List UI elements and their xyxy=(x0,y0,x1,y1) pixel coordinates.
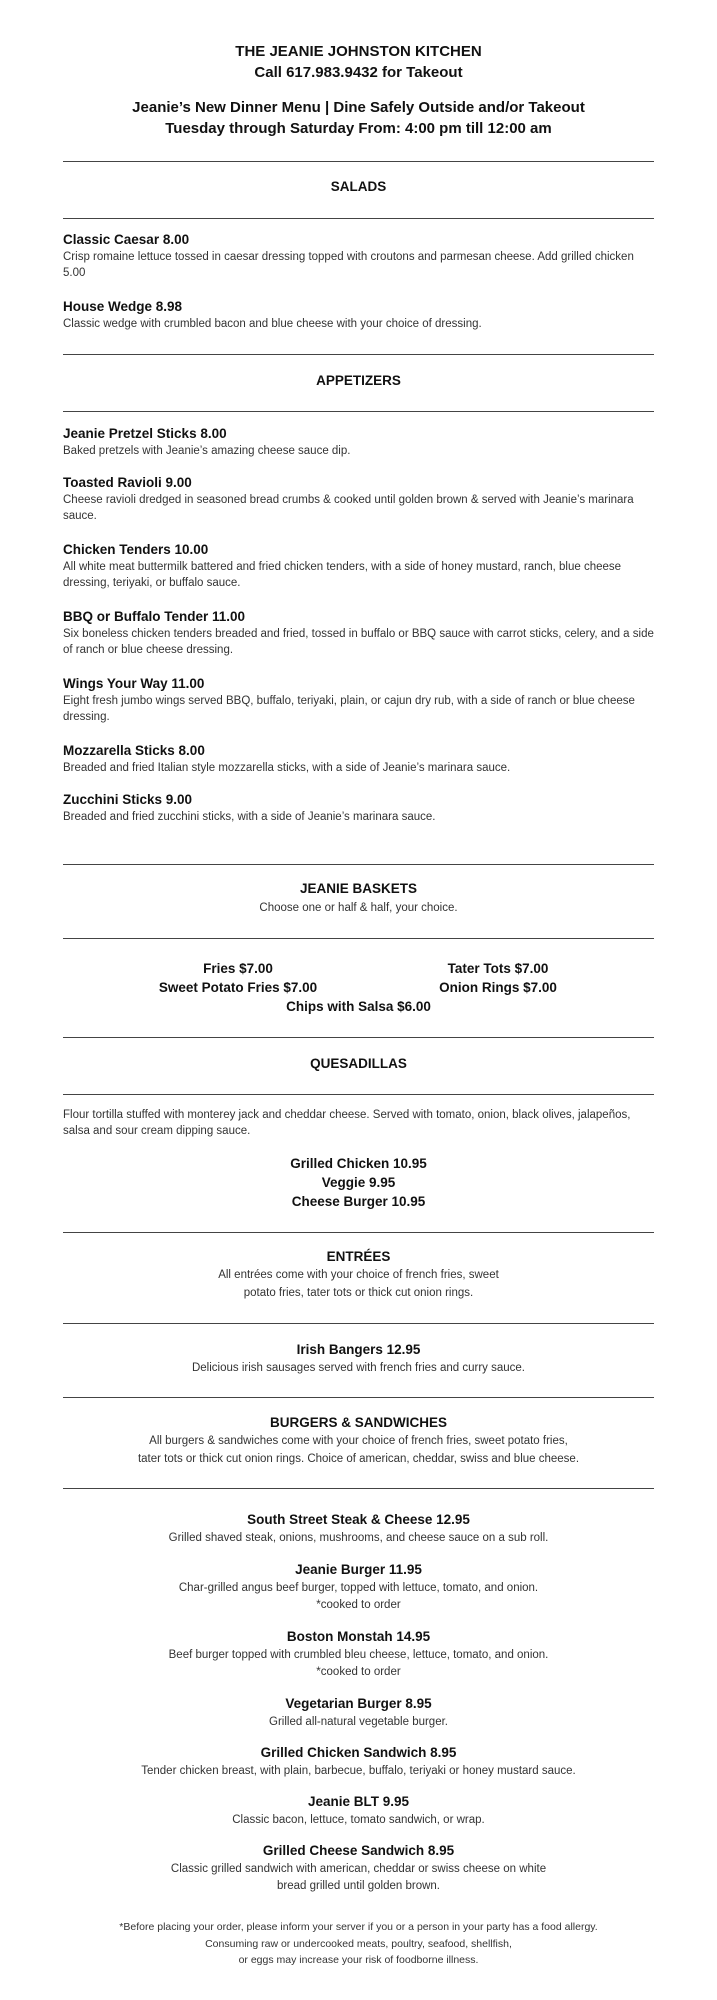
menu-item-desc: Six boneless chicken tenders breaded and fried, tossed in buffalo or BBQ sauce with carrot sticks, celery, and a side of ranch or blue cheese dressing. xyxy=(63,628,654,656)
section-note: All entrées come with your choice of french fries, sweet xyxy=(218,1269,499,1281)
menu-item-name: Boston Monstah 14.95 xyxy=(286,1629,431,1644)
quesadilla-option: Cheese Burger 10.95 xyxy=(291,1194,426,1209)
divider xyxy=(63,1037,654,1038)
basket-option: Sweet Potato Fries $7.00 xyxy=(158,980,318,995)
menu-item-desc: Crisp romaine lettuce tossed in caesar dressing topped with croutons and parmesan cheese. Add grilled chicken 5.00 xyxy=(63,251,634,279)
menu-item-desc: Eight fresh jumbo wings served BBQ, buffalo, teriyaki, plain, or cajun dry rub, with a side of ranch or blue cheese dressing. xyxy=(63,695,635,723)
basket-option: Tater Tots $7.00 xyxy=(447,961,549,976)
menu-item-note: *cooked to order xyxy=(316,1666,401,1678)
menu-item-desc: Classic wedge with crumbled bacon and blue cheese with your choice of dressing. xyxy=(63,318,482,330)
consumption-warning: Consuming raw or undercooked meats, poultry, seafood, shellfish, xyxy=(205,1938,512,1950)
menu-item-name: Classic Caesar 8.00 xyxy=(63,232,190,247)
menu-item-desc: Char-grilled angus beef burger, topped with lettuce, tomato, and onion. xyxy=(178,1582,539,1594)
divider xyxy=(63,864,654,865)
menu-item-name: Vegetarian Burger 8.95 xyxy=(285,1696,432,1711)
section-note: All burgers & sandwiches come with your choice of french fries, sweet potato fries, xyxy=(149,1435,568,1447)
menu-item-name: Zucchini Sticks 9.00 xyxy=(63,792,193,807)
menu-item-name: South Street Steak & Cheese 12.95 xyxy=(247,1512,470,1527)
menu-item-name: BBQ or Buffalo Tender 11.00 xyxy=(63,609,246,624)
menu-item-desc: Classic bacon, lettuce, tomato sandwich, or wrap. xyxy=(232,1814,485,1826)
menu-subtitle: Jeanie’s New Dinner Menu | Dine Safely Outside and/or Takeout xyxy=(132,99,585,116)
divider xyxy=(63,218,654,219)
menu-item-desc: Grilled shaved steak, onions, mushrooms, and cheese sauce on a sub roll. xyxy=(168,1532,549,1544)
menu-item-desc: Baked pretzels with Jeanie’s amazing cheese sauce dip. xyxy=(63,445,351,457)
divider xyxy=(63,1094,654,1095)
menu-item-name: Irish Bangers 12.95 xyxy=(296,1342,421,1357)
divider xyxy=(63,1397,654,1398)
section-note: potato fries, tater tots or thick cut onion rings. xyxy=(243,1287,474,1299)
divider xyxy=(63,1488,654,1489)
menu-item-desc: Tender chicken breast, with plain, barbecue, buffalo, teriyaki or honey mustard sauce. xyxy=(141,1765,576,1777)
divider xyxy=(63,411,654,412)
takeout-phone: Call 617.983.9432 for Takeout xyxy=(254,64,463,81)
divider xyxy=(63,938,654,939)
section-title-appetizers: APPETIZERS xyxy=(316,373,401,388)
menu-item-name: Grilled Chicken Sandwich 8.95 xyxy=(260,1745,457,1760)
menu-item-name: Grilled Cheese Sandwich 8.95 xyxy=(262,1843,455,1858)
divider xyxy=(63,161,654,162)
quesadilla-option: Grilled Chicken 10.95 xyxy=(290,1156,427,1171)
section-title-quesadillas: QUESADILLAS xyxy=(310,1056,407,1071)
basket-option: Onion Rings $7.00 xyxy=(439,980,557,995)
menu-item-name: Mozzarella Sticks 8.00 xyxy=(63,743,205,758)
menu-item-desc: Breaded and fried zucchini sticks, with a side of Jeanie’s marinara sauce. xyxy=(63,811,436,823)
menu-item-desc: Delicious irish sausages served with french fries and curry sauce. xyxy=(191,1362,525,1374)
menu-item-desc: All white meat buttermilk battered and fried chicken tenders, with a side of honey mustard, ranch, blue cheese dressing, teriyaki, or buffalo sauce. xyxy=(63,561,622,589)
divider xyxy=(63,354,654,355)
menu-item-name: Jeanie Pretzel Sticks 8.00 xyxy=(63,426,227,441)
menu-item-note: bread grilled until golden brown. xyxy=(276,1880,441,1892)
section-title-entrees: ENTRÉES xyxy=(326,1249,391,1264)
menu-item-desc: Beef burger topped with crumbled bleu cheese, lettuce, tomato, and onion. xyxy=(168,1649,549,1661)
restaurant-name: THE JEANIE JOHNSTON KITCHEN xyxy=(235,43,482,60)
menu-item-desc: Breaded and fried Italian style mozzarella sticks, with a side of Jeanie’s marinara sauce. xyxy=(63,762,511,774)
basket-option: Chips with Salsa $6.00 xyxy=(286,999,431,1014)
section-title-baskets: JEANIE BASKETS xyxy=(299,881,418,896)
hours: Tuesday through Saturday From: 4:00 pm till 12:00 am xyxy=(165,120,552,137)
consumption-warning: or eggs may increase your risk of foodborne illness. xyxy=(238,1954,479,1966)
menu-item-note: *cooked to order xyxy=(316,1599,401,1611)
menu-item-name: Jeanie BLT 9.95 xyxy=(307,1794,410,1809)
menu-item-desc: Classic grilled sandwich with american, cheddar or swiss cheese on white xyxy=(170,1863,547,1875)
basket-option: Fries $7.00 xyxy=(203,961,273,976)
menu-item-name: Chicken Tenders 10.00 xyxy=(63,542,209,557)
section-title-salads: SALADS xyxy=(330,179,387,194)
section-title-burgers: BURGERS & SANDWICHES xyxy=(269,1415,447,1430)
allergy-notice: *Before placing your order, please inform your server if you or a person in your party has a food allergy. xyxy=(119,1921,598,1933)
menu-item-name: Toasted Ravioli 9.00 xyxy=(63,475,192,490)
divider xyxy=(63,1323,654,1324)
menu-item-name: House Wedge 8.98 xyxy=(63,299,183,314)
divider xyxy=(63,1232,654,1233)
menu-item-desc: Grilled all-natural vegetable burger. xyxy=(269,1716,448,1728)
section-description: Flour tortilla stuffed with monterey jack and cheddar cheese. Served with tomato, onion, black olives, jalapeños, salsa and sour cream dipping sauce. xyxy=(63,1109,631,1137)
section-subtitle: Choose one or half & half, your choice. xyxy=(259,902,458,914)
menu-item-name: Wings Your Way 11.00 xyxy=(63,676,205,691)
menu-item-desc: Cheese ravioli dredged in seasoned bread crumbs & cooked until golden brown & served with Jeanie’s marinara sauce. xyxy=(63,494,634,522)
menu-item-name: Jeanie Burger 11.95 xyxy=(295,1562,422,1577)
section-note: tater tots or thick cut onion rings. Choice of american, cheddar, swiss and blue cheese. xyxy=(137,1453,580,1465)
quesadilla-option: Veggie 9.95 xyxy=(321,1175,396,1190)
